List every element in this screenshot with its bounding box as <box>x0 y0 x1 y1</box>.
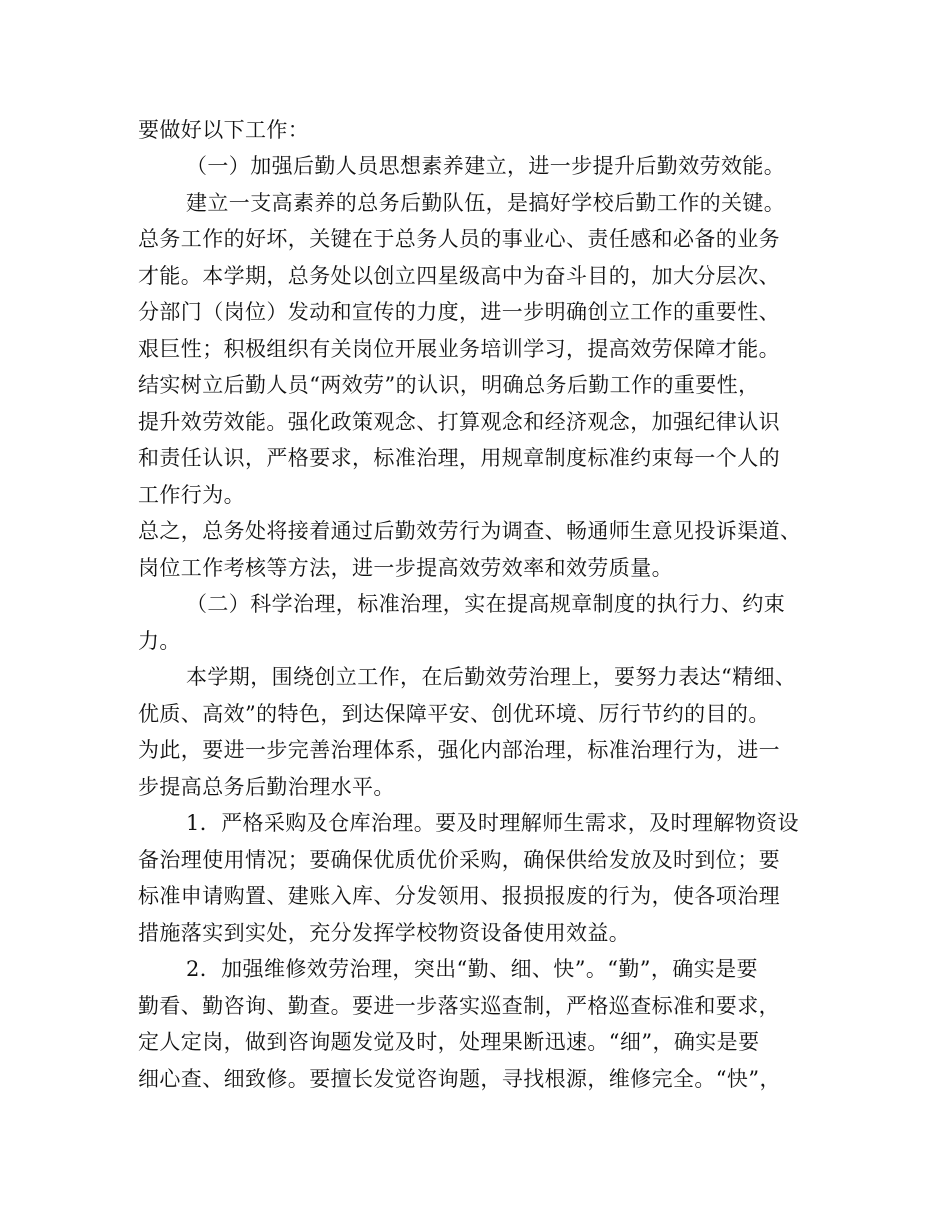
text-line: 要做好以下工作： <box>138 118 310 142</box>
section-heading: （二）科学治理，标准治理，实在提高规章制度的执行力、约束 <box>186 592 786 616</box>
text-line: 总之，总务处将接着通过后勤效劳行为调查、畅通师生意见投诉渠道、 <box>138 519 802 543</box>
text-line: 艰巨性；积极组织有关岗位开展业务培训学习，提高效劳保障才能。 <box>138 337 780 361</box>
text-line: 提升效劳效能。强化政策观念、打算观念和经济观念，加强纪律认识 <box>138 410 780 434</box>
text-line: 勤看、勤咨询、勤查。要进一步落实巡查制，严格巡查标准和要求， <box>138 994 780 1018</box>
text-line: 标准申请购置、建账入库、分发领用、报损报废的行为，使各项治理 <box>138 884 780 908</box>
text-line: 和责任认识，严格要求，标准治理，用规章制度标准约束每一个人的 <box>138 446 780 470</box>
section-heading: （一）加强后勤人员思想素养建立，进一步提升后勤效劳效能。 <box>186 154 786 178</box>
list-item-heading: 2．加强维修效劳治理，突出“勤、细、快”。“勤”，确实是要 <box>186 957 758 981</box>
text-line: 措施落实到实处，充分发挥学校物资设备使用效益。 <box>138 921 631 945</box>
text-line: 步提高总务后勤治理水平。 <box>138 775 395 799</box>
text-line: 备治理使用情况；要确保优质优价采购，确保供给发放及时到位；要 <box>138 848 780 872</box>
text-line: 为此，要进一步完善治理体系，强化内部治理，标准治理行为，进一 <box>138 738 780 762</box>
list-item-heading: 1．严格采购及仓库治理。要及时理解师生需求，及时理解物资设 <box>186 811 799 835</box>
text-line: 工作行为。 <box>138 483 245 507</box>
text-line: 本学期，围绕创立工作，在后勤效劳治理上，要努力表达“精细、 <box>186 665 797 689</box>
text-line: 定人定岗，做到咨询题发觉及时，处理果断迅速。“细”，确实是要 <box>138 1030 760 1054</box>
text-line: 才能。本学期，总务处以创立四星级高中为奋斗目的，加大分层次、 <box>138 264 780 288</box>
text-line: 细心查、细致修。要擅长发觉咨询题，寻找根源，维修完全。“快”， <box>138 1067 781 1091</box>
text-line: 建立一支高素养的总务后勤队伍，是搞好学校后勤工作的关键。 <box>186 191 786 215</box>
text-line: 总务工作的好坏，关键在于总务人员的事业心、责任感和必备的业务 <box>138 227 780 251</box>
text-line: 结实树立后勤人员“两效劳”的认识，明确总务后勤工作的重要性， <box>138 373 760 397</box>
text-line: 分部门（岗位）发动和宣传的力度，进一步明确创立工作的重要性、 <box>138 300 780 324</box>
text-line: 岗位工作考核等方法，进一步提高效劳效率和效劳质量。 <box>138 556 673 580</box>
text-line: 优质、高效”的特色，到达保障平安、创优环境、厉行节约的目的。 <box>138 702 770 726</box>
text-line: 力。 <box>138 629 181 653</box>
